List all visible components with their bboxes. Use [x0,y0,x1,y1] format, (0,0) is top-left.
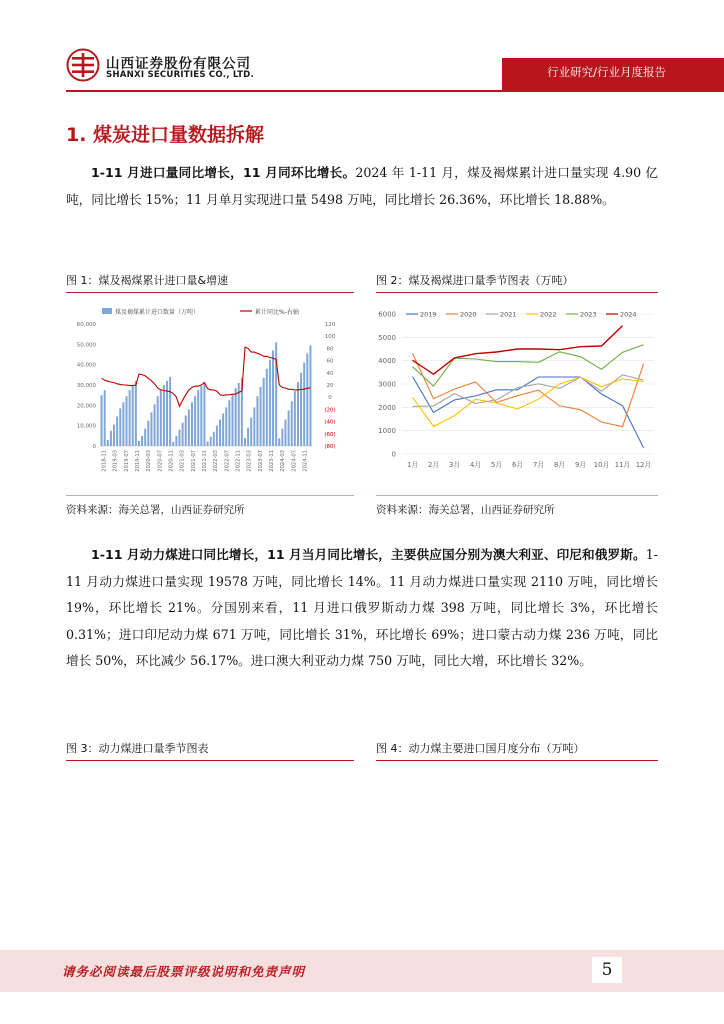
y-right-tick-label: (40) [324,419,336,426]
x-tick-label: 2021-11 [202,450,208,472]
bar-cumulative-import [179,430,181,446]
bar-cumulative-import [250,418,252,446]
paragraph-body: 1-11 月动力煤进口量实现 19578 万吨，同比增长 14%。11 月动力煤进口量实现 2110 万吨，同比增长 19%，环比增长 21%。分国别来看，11 月进口俄罗斯动力煤 398 万吨，同比增长 3%，环比增长 0.31%；进口印尼动力煤 671 万吨，同比增长 31%，环比增长 69%；进口蒙古动力煤 236 万吨，同比增长 50%，环比减少 56.17%。进口澳大利亚动力煤 750 万吨，同比大增，环比增长 32%。 [66,547,658,668]
bar-cumulative-import [256,396,258,446]
y-right-tick-label: (60) [324,431,336,438]
y-left-tick-label: 20,000 [76,403,96,410]
paragraph-body: 2024 年 1-11 月，煤及褐煤累计进口量实现 4.90 亿吨，同比增长 15%；11 月单月实现进口量 5498 万吨，同比增长 26.36%，环比增长 18.88%。 [66,165,658,207]
x-tick-label: 2021-07 [190,450,197,472]
bar-cumulative-import [275,342,277,446]
bar-cumulative-import [263,378,265,446]
y-right-tick-label: (80) [324,444,336,450]
y-right-tick-label: (20) [324,407,336,414]
bar-cumulative-import [200,386,202,446]
x-tick-label: 2019-07 [123,450,130,472]
x-tick-label: 10月 [593,461,610,469]
figure-2-source: 资料来源：海关总署，山西证券研究所 [376,504,555,516]
bar-cumulative-import [272,350,274,446]
y-right-tick-label: 100 [324,334,336,341]
series-line-2023 [413,345,644,386]
bar-cumulative-import [266,369,268,446]
section-title: 1. 煤炭进口量数据拆解 [66,124,265,146]
figure-4-top-rule [376,760,658,761]
figure-4-title: 图 4：动力煤主要进口国月度分布（万吨） [376,742,585,755]
bar-cumulative-import [182,423,184,446]
bar-cumulative-import [126,396,128,446]
x-tick-label: 2022-07 [224,450,231,472]
footer-disclaimer: 请务必阅读最后股票评级说明和免责声明 [62,964,306,979]
figure-3-title: 图 3：动力煤进口量季节图表 [66,742,209,755]
series-line-2024 [413,326,623,375]
x-tick-label: 4月 [469,461,482,469]
figure-1-top-rule [66,292,354,293]
company-name-en: SHANXI SECURITIES CO., LTD. [106,70,254,80]
x-tick-label: 2019-03 [112,450,119,472]
x-tick-label: 8月 [553,461,566,469]
bar-cumulative-import [197,390,199,446]
company-logo-icon [66,48,100,82]
legend-label-2022: 2022 [540,310,557,319]
bar-cumulative-import [260,387,262,446]
y-right-tick-label: 40 [326,370,334,377]
figure-2-title: 图 2：煤及褐煤进口量季节图表（万吨） [376,274,574,287]
bar-cumulative-import [300,373,302,446]
legend-label-2021: 2021 [500,310,517,319]
x-tick-label: 2月 [427,461,440,469]
bar-cumulative-import [281,429,283,446]
y-left-tick-label: 10,000 [76,423,96,430]
x-tick-label: 2023-07 [257,450,264,472]
bar-cumulative-import [306,353,308,446]
legend-label-bar: 煤及褐煤累计进口数量（万吨） [115,309,200,316]
x-tick-label: 2020-07 [157,450,164,472]
x-tick-label: 2024-03 [280,450,287,472]
bar-cumulative-import [247,428,249,446]
y-right-tick-label: 60 [326,358,334,365]
figure-2-top-rule [376,292,658,293]
bar-cumulative-import [194,396,196,446]
x-tick-label: 11月 [614,461,631,469]
y-right-tick-label: 120 [324,322,336,328]
bar-cumulative-import [294,391,296,446]
bar-cumulative-import [129,390,131,446]
x-tick-label: 2024-07 [291,450,298,472]
bar-cumulative-import [235,388,237,446]
bar-cumulative-import [207,442,209,446]
page-header [0,0,724,100]
paragraph-import-volume [66,160,658,213]
bar-cumulative-import [219,420,221,446]
bar-cumulative-import [160,390,162,446]
bar-cumulative-import [144,429,146,446]
series-line-2022 [413,377,644,426]
x-tick-label: 2020-03 [146,450,153,472]
paragraph-thermal-coal [66,542,658,675]
bar-cumulative-import [225,407,227,446]
bar-cumulative-import [191,402,193,446]
y-tick-label: 0 [391,450,396,459]
x-tick-label: 7月 [532,461,545,469]
bar-cumulative-import [309,345,311,446]
y-right-tick-label: 0 [328,395,332,402]
cumulative-import-chart [60,296,356,492]
bar-cumulative-import [104,390,106,446]
legend-label-2019: 2019 [420,310,437,319]
y-right-tick-label: 80 [326,346,334,353]
figure-1-title: 图 1：煤及褐煤累计进口量&增速 [66,274,229,287]
bar-cumulative-import [138,441,140,446]
y-tick-label: 1000 [378,427,396,436]
bar-cumulative-import [244,438,246,446]
series-line-2019 [413,377,644,448]
y-left-tick-label: 60,000 [76,322,96,328]
bar-cumulative-import [122,402,124,446]
bar-cumulative-import [203,382,205,446]
bar-cumulative-import [232,394,234,446]
bar-cumulative-import [101,395,103,446]
seasonal-import-chart [370,296,660,492]
bar-cumulative-import [213,432,215,446]
bar-cumulative-import [150,412,152,446]
figure-1-source: 资料来源：海关总署，山西证券研究所 [66,504,245,516]
x-tick-label: 2018-11 [101,450,108,472]
legend-label-2023: 2023 [580,310,597,319]
bar-cumulative-import [285,420,287,446]
x-tick-label: 2022-03 [213,450,220,472]
x-tick-label: 2023-03 [246,450,253,472]
bar-cumulative-import [188,409,190,446]
bar-cumulative-import [147,421,149,446]
figure-2-bottom-rule [376,495,658,496]
company-name-cn: 山西证券股份有限公司 [106,56,251,72]
x-tick-label: 2021-03 [179,450,186,472]
bar-cumulative-import [154,404,156,446]
legend-label-2024: 2024 [620,310,637,319]
y-left-tick-label: 50,000 [76,342,96,349]
x-tick-label: 9月 [574,461,587,469]
report-type-tag: 行业研究/行业月度报告 [547,65,666,79]
bar-cumulative-import [222,413,224,446]
paragraph-lead: 1-11 月动力煤进口同比增长，11 月当月同比增长，主要供应国分别为澳大利亚、印尼和俄罗斯。 [91,547,646,562]
x-tick-label: 2022-11 [235,450,242,472]
bar-cumulative-import [141,436,143,446]
header-divider [66,90,724,92]
y-tick-label: 5000 [378,333,396,342]
bar-cumulative-import [135,381,137,446]
y-tick-label: 6000 [378,310,396,319]
page-number: 5 [592,957,622,983]
x-tick-label: 2019-11 [135,450,142,472]
figure-3-top-rule [66,760,354,761]
bar-cumulative-import [291,401,293,446]
x-tick-label: 6月 [511,461,524,469]
bar-cumulative-import [110,431,112,446]
bar-cumulative-import [288,410,290,446]
y-left-tick-label: 40,000 [76,362,96,369]
bar-cumulative-import [297,382,299,446]
x-tick-label: 5月 [490,461,503,469]
bar-cumulative-import [163,385,165,446]
y-left-tick-label: 30,000 [76,383,96,389]
bar-cumulative-import [185,416,187,447]
x-tick-label: 2020-11 [168,450,175,472]
x-tick-label: 1月 [406,461,419,469]
y-tick-label: 2000 [378,403,396,412]
x-tick-label: 3月 [448,461,461,469]
figure-1-bottom-rule [66,495,354,496]
bar-cumulative-import [169,377,171,446]
legend-label-line: 累计同比%-右轴 [255,309,299,316]
bar-cumulative-import [228,400,230,446]
bar-cumulative-import [119,408,121,446]
bar-cumulative-import [278,438,280,446]
bar-cumulative-import [269,360,271,446]
y-left-tick-label: 0 [92,444,96,450]
x-tick-label: 2024-11 [302,450,309,472]
bar-cumulative-import [175,436,177,446]
bar-cumulative-import [107,440,109,446]
bar-cumulative-import [157,396,159,446]
bar-cumulative-import [132,386,134,446]
x-tick-label: 12月 [635,461,652,469]
legend-swatch-bar [102,308,112,314]
paragraph-lead: 1-11 月进口量同比增长，11 月同环比增长。 [91,165,356,180]
y-tick-label: 3000 [378,380,396,389]
bar-cumulative-import [113,425,115,446]
y-right-tick-label: 20 [326,383,334,389]
series-line-2021 [413,375,644,407]
bar-cumulative-import [303,363,305,446]
x-tick-label: 2023-11 [268,450,275,472]
bar-cumulative-import [172,442,174,446]
bar-cumulative-import [216,426,218,446]
bar-cumulative-import [116,417,118,446]
bar-cumulative-import [253,407,255,446]
y-tick-label: 4000 [378,357,396,366]
legend-label-2020: 2020 [460,310,477,319]
bar-cumulative-import [210,437,212,446]
